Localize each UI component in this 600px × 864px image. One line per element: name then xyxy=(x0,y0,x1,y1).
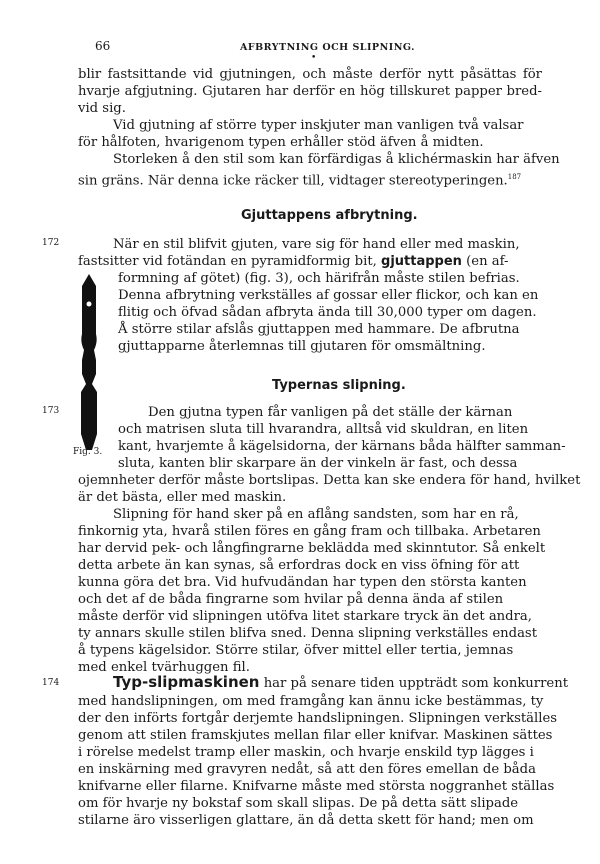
text-line: När en stil blifvit gjuten, vare sig för hand eller med maskin, xyxy=(113,237,520,252)
margin-number: 174 xyxy=(42,678,60,688)
bold-term: gjuttappen xyxy=(381,254,462,269)
text-line: kunna göra det bra. Vid hufvudändan har typen den största kanten xyxy=(78,575,527,590)
type-figure xyxy=(76,274,102,450)
text-line: ojemnheter derför måste bortslipas. Detta kan ske endera för hand, hvilket xyxy=(78,473,581,488)
text-line: Den gjutna typen får vanligen på det ställe der kärnan xyxy=(148,405,513,420)
text-line: stilarne äro visserligen glattare, än då detta skett för hand; men om xyxy=(78,813,534,828)
text-line: måste derför vid slipningen utöfva litet starkare tryck än det andra, xyxy=(78,609,532,624)
page-number: 66 xyxy=(95,39,111,53)
text-line: sin gräns. När denna icke räcker till, vidtager stereotyperingen.$^{187}$ xyxy=(78,173,522,189)
section-heading: Typernas slipning. xyxy=(272,378,406,393)
text-line: knifvarne eller filarne. Knifvarne måste med största noggranhet ställas xyxy=(78,779,555,794)
text-line: om för hvarje ny bokstaf som skall slipas. De på detta sätt slipade xyxy=(78,796,519,811)
text-line: Storleken å den stil som kan förfärdigas å klichérmaskin har äfven xyxy=(113,152,560,167)
text-line: har dervid pek- och långfingrarne beklädda med skinntutor. Så enkelt xyxy=(78,541,546,556)
text-line: formning af götet) (fig. 3), och härifrån måste stilen befrias. xyxy=(118,271,520,286)
text-line: med handslipningen, om med framgång kan ännu icke bestämmas, ty xyxy=(78,694,544,709)
text-line: blir fastsittande vid gjutningen, och måste derför nytt påsättas för xyxy=(78,67,542,82)
figure-label: Fig. 3. xyxy=(73,447,103,457)
text-line: gjuttapparne återlemnas till gjutaren för omsmältning. xyxy=(118,339,486,354)
text-line: kant, hvarjemte å kägelsidorna, der kärnans båda hälfter samman- xyxy=(118,439,566,454)
margin-number: 172 xyxy=(42,238,60,248)
text-line: vid sig. xyxy=(78,101,126,116)
running-title: AFBRYTNING OCH SLIPNING. xyxy=(240,42,415,53)
text-line: en inskärning med gravyren nedåt, så att den föres emellan de båda xyxy=(78,762,536,777)
text-line: flitig och öfvad sådan afbryta ända till 30,000 typer om dagen. xyxy=(118,305,537,320)
margin-number: 173 xyxy=(42,406,60,416)
text-line: med enkel tvärhuggen fil. xyxy=(78,660,250,675)
ornament: • xyxy=(311,53,317,63)
text-line: Å större stilar afslås gjuttappen med hammare. De afbrutna xyxy=(118,322,520,337)
text-line: der den införts fortgår derjemte handslipningen. Slipningen verkställes xyxy=(78,711,558,726)
bold-term: Typ-slipmaskinen xyxy=(113,673,260,691)
text-line: i rörelse medelst tramp eller maskin, och hvarje enskild typ lägges i xyxy=(78,745,534,760)
text-line: å typens kägelsidor. Större stilar, öfver mittel eller tertia, jemnas xyxy=(78,643,514,658)
text-line: och matrisen sluta till hvarandra, alltså vid skuldran, en liten xyxy=(118,422,529,437)
text-line: Typ-slipmaskinen har på senare tiden uppträdt som konkurrent xyxy=(113,673,569,691)
text-line: genom att stilen framskjutes mellan filar eller knifvar. Maskinen sättes xyxy=(78,728,553,743)
text-line: fastsitter vid fotändan en pyramidformig bit, gjuttappen (en af- xyxy=(78,254,509,269)
text-line: ty annars skulle stilen blifva sned. Denna slipning verkställes endast xyxy=(78,626,537,641)
text-line: Denna afbrytning verkställes af gossar eller flickor, och kan en xyxy=(118,288,539,303)
text-line: finkornig yta, hvarå stilen föres en gång fram och tillbaka. Arbetaren xyxy=(78,524,541,539)
text-line: sluta, kanten blir skarpare än der vinkeln är fast, och dessa xyxy=(118,456,518,471)
text-line: och det af de båda fingrarne som hvilar på denna ända af stilen xyxy=(78,592,504,607)
footnote-ref: 187 xyxy=(507,173,522,181)
text-line: hvarje afgjutning. Gjutaren har derför en hög tillskuret papper bred- xyxy=(78,84,542,99)
section-heading: Gjuttappens afbrytning. xyxy=(241,208,418,223)
text-line: Slipning för hand sker på en aflång sandsten, som har en rå, xyxy=(113,507,519,522)
text-line: detta arbete än kan synas, så erfordras dock en viss öfning för att xyxy=(78,558,520,573)
text-line: för hålfoten, hvarigenom typen erhåller stöd äfven å midten. xyxy=(78,135,484,150)
text-line: Vid gjutning af större typer inskjuter man vanligen två valsar xyxy=(113,118,524,133)
text-line: är det bästa, eller med maskin. xyxy=(78,490,287,505)
